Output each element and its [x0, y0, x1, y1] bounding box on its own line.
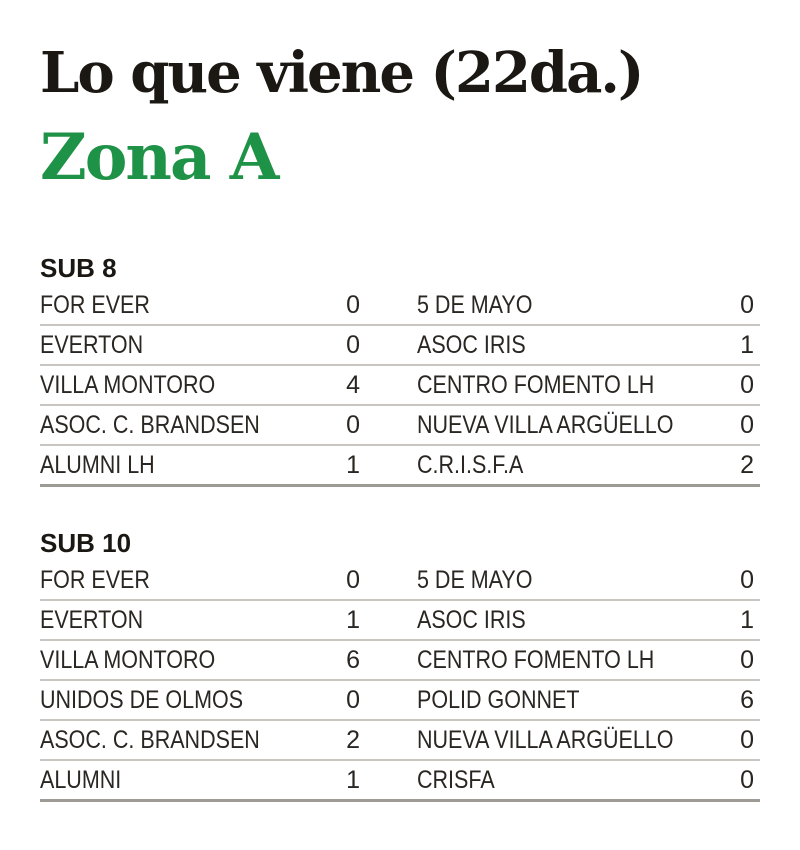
home-score: 0 [346, 686, 360, 714]
match-row [40, 446, 760, 487]
home-team-name: ALUMNI [40, 766, 122, 794]
home-team-name: FOR EVER [40, 291, 150, 319]
home-score: 4 [346, 371, 360, 399]
match-row [40, 681, 760, 721]
away-team-name: 5 DE MAYO [417, 566, 533, 594]
match-row [40, 761, 760, 802]
match-row [40, 641, 760, 681]
away-score: 0 [740, 566, 754, 594]
match-row [40, 601, 760, 641]
home-score: 0 [346, 291, 360, 319]
away-score: 1 [740, 606, 754, 634]
away-score: 0 [740, 726, 754, 754]
away-team-name: NUEVA VILLA ARGÜELLO [417, 726, 674, 754]
home-score: 1 [346, 451, 360, 479]
home-team-name: EVERTON [40, 606, 144, 634]
home-score: 2 [346, 726, 360, 754]
away-score: 2 [740, 451, 754, 479]
home-team-name: VILLA MONTORO [40, 646, 216, 674]
away-team-name: 5 DE MAYO [417, 291, 533, 319]
home-score: 1 [346, 766, 360, 794]
away-score: 6 [740, 686, 754, 714]
away-team-name: CENTRO FOMENTO LH [417, 646, 655, 674]
home-team-name: ASOC. C. BRANDSEN [40, 726, 260, 754]
match-row [40, 721, 760, 761]
home-team-name: FOR EVER [40, 566, 150, 594]
home-team-name: ASOC. C. BRANDSEN [40, 411, 260, 439]
away-team-name: C.R.I.S.F.A [417, 451, 524, 479]
away-team-name: POLID GONNET [417, 686, 580, 714]
section-sub-8 [40, 250, 760, 487]
match-row [40, 366, 760, 406]
home-score: 0 [346, 331, 360, 359]
page-title: Lo que viene (22da.) [40, 40, 643, 106]
away-score: 1 [740, 331, 754, 359]
away-team-name: CENTRO FOMENTO LH [417, 371, 655, 399]
match-row [40, 286, 760, 326]
match-list [40, 561, 760, 802]
zone-subtitle: Zona A [40, 120, 278, 195]
home-team-name: EVERTON [40, 331, 144, 359]
home-team-name: ALUMNI LH [40, 451, 155, 479]
away-team-name: CRISFA [417, 766, 495, 794]
match-list [40, 286, 760, 487]
away-score: 0 [740, 291, 754, 319]
away-team-name: NUEVA VILLA ARGÜELLO [417, 411, 674, 439]
away-score: 0 [740, 646, 754, 674]
home-team-name: UNIDOS DE OLMOS [40, 686, 244, 714]
away-score: 0 [740, 371, 754, 399]
away-score: 0 [740, 766, 754, 794]
match-row [40, 561, 760, 601]
away-score: 0 [740, 411, 754, 439]
home-team-name: VILLA MONTORO [40, 371, 216, 399]
match-row [40, 406, 760, 446]
away-team-name: ASOC IRIS [417, 331, 526, 359]
away-team-name: ASOC IRIS [417, 606, 526, 634]
home-score: 0 [346, 566, 360, 594]
section-heading: SUB 8 [40, 253, 117, 283]
section-heading: SUB 10 [40, 528, 132, 558]
home-score: 1 [346, 606, 360, 634]
home-score: 6 [346, 646, 360, 674]
section-sub-10 [40, 525, 760, 802]
home-score: 0 [346, 411, 360, 439]
match-row [40, 326, 760, 366]
